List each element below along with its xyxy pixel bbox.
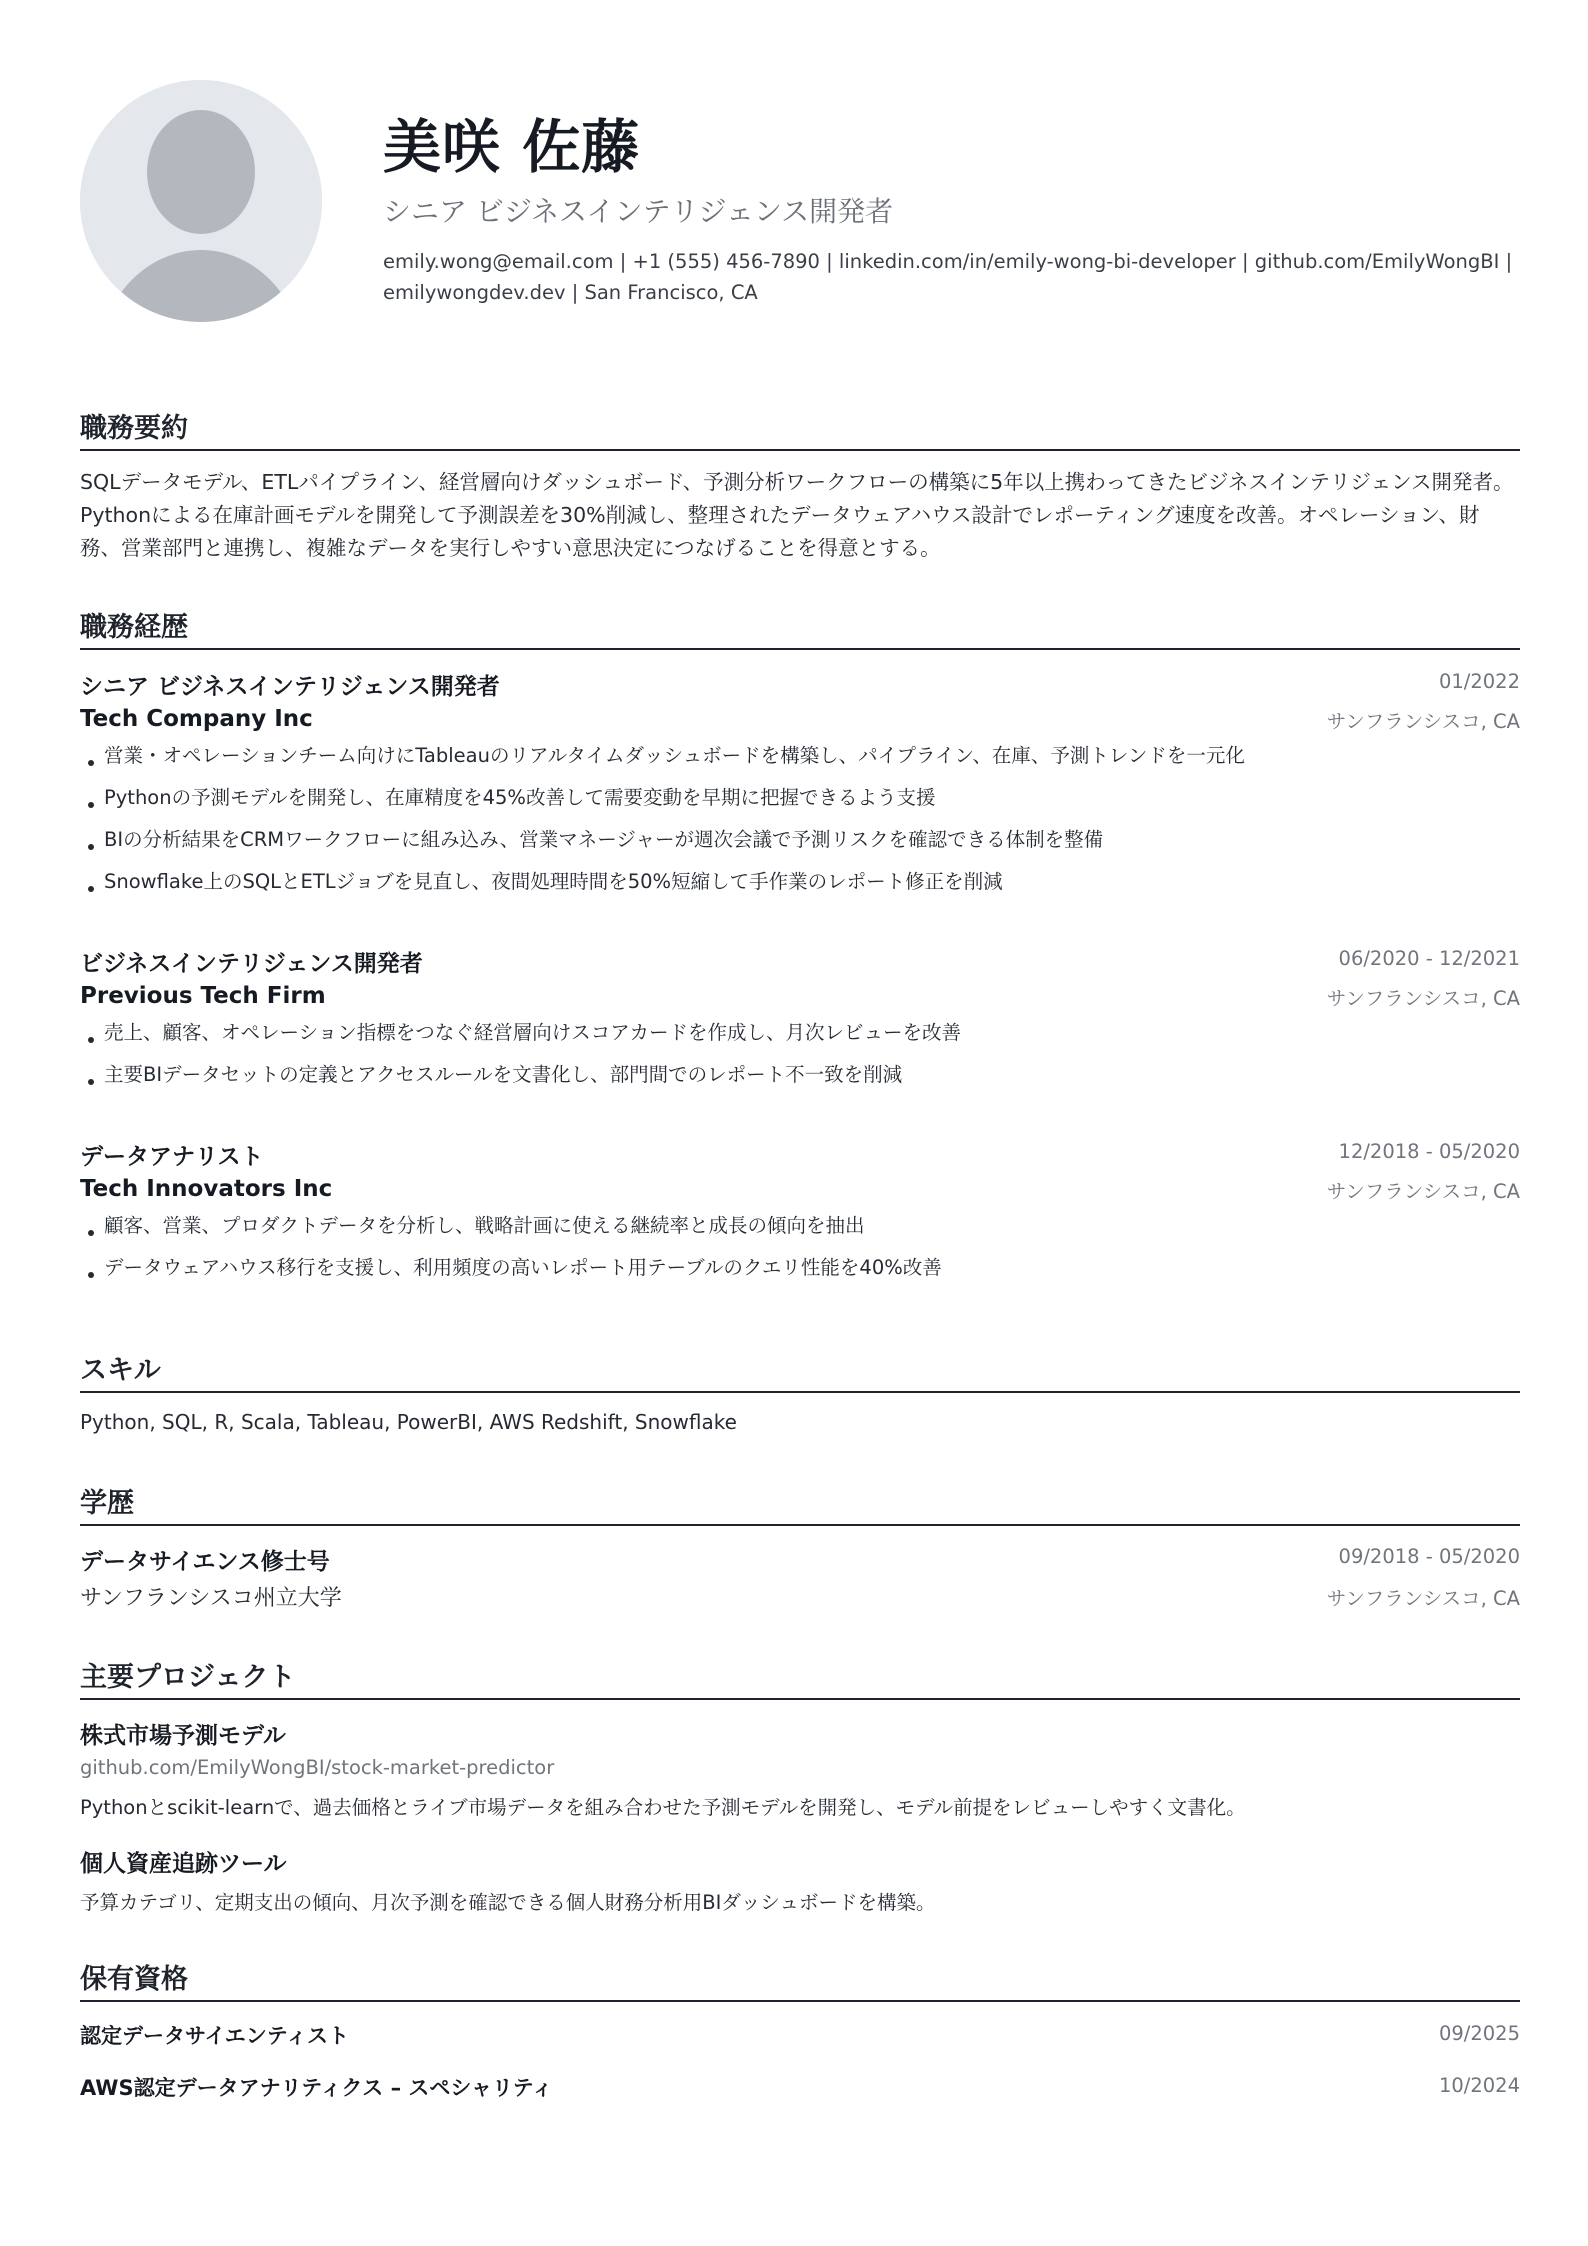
- job-bullets: [80, 740, 1500, 908]
- job-date: 06/2020 - 12/2021: [1338, 947, 1520, 970]
- education-location: サンフランシスコ, CA: [1326, 1587, 1520, 1610]
- list-item: Snowflake上のSQLとETLジョブを見直し、夜間処理時間を50%短縮して手作業のレポート修正を削減: [80, 866, 1500, 908]
- list-item: Pythonの予測モデルを開発し、在庫精度を45%改善して需要変動を早期に把握できるよう支援: [80, 782, 1500, 824]
- candidate-role: シニア ビジネスインテリジェンス開発者: [383, 195, 894, 228]
- job-title: シニア ビジネスインテリジェンス開発者: [80, 674, 500, 700]
- job-title: データアナリスト: [80, 1144, 264, 1170]
- list-item: BIの分析結果をCRMワークフローに組み込み、営業マネージャーが週次会議で予測リスクを確認できる体制を整備: [80, 824, 1500, 866]
- project-description: 予算カテゴリ、定期支出の傾向、月次予測を確認できる個人財務分析用BIダッシュボードを構築。: [80, 1891, 936, 1914]
- candidate-name: 美咲 佐藤: [383, 113, 641, 181]
- job-company: Tech Company Inc: [80, 706, 313, 732]
- person-placeholder-icon: [80, 80, 322, 322]
- certification-name: 認定データサイエンティスト: [80, 2024, 350, 2048]
- job-bullets: [80, 1210, 1500, 1294]
- job-company: Tech Innovators Inc: [80, 1176, 333, 1202]
- section-divider: [80, 2000, 1520, 2002]
- certification-name: AWS認定データアナリティクス – スペシャリティ: [80, 2076, 553, 2100]
- summary-text: SQLデータモデル、ETLパイプライン、経営層向けダッシュボード、予測分析ワークフローの構築に5年以上携わってきたビジネスインテリジェンス開発者。Pythonによる在庫計画モデルを開発して予測誤差を30%削減し、整理されたデータウェアハウス設計でレポーティング速度を改善。オペレーション、財務、営業部門と連携し、複雑なデータを実行しやすい意思決定につなげることを得意とする。: [80, 470, 1514, 560]
- section-divider: [80, 648, 1520, 650]
- project-link[interactable]: github.com/EmilyWongBI/stock-market-predictor: [80, 1756, 555, 1779]
- certification-date: 10/2024: [1438, 2074, 1520, 2097]
- section-title-skills: スキル: [80, 1355, 161, 1386]
- certification-date: 09/2025: [1438, 2022, 1520, 2045]
- job-date: 12/2018 - 05/2020: [1338, 1140, 1520, 1163]
- job-title: ビジネスインテリジェンス開発者: [80, 951, 423, 977]
- list-item: 売上、顧客、オペレーション指標をつなぐ経営層向けスコアカードを作成し、月次レビューを改善: [80, 1017, 1500, 1059]
- skills-list: Python, SQL, R, Scala, Tableau, PowerBI, AWS Redshift, Snowflake: [80, 1410, 737, 1434]
- job-bullets: [80, 1017, 1500, 1101]
- project-title: 株式市場予測モデル: [80, 1723, 286, 1749]
- project-title: 個人資産追跡ツール: [80, 1851, 287, 1877]
- project-description: Pythonとscikit-learnで、過去価格とライブ市場データを組み合わせた予測モデルを開発し、モデル前提をレビューしやすく文書化。: [80, 1796, 1246, 1819]
- education-date: 09/2018 - 05/2020: [1338, 1545, 1520, 1568]
- education-degree: データサイエンス修士号: [80, 1549, 330, 1575]
- job-date: 01/2022: [1438, 670, 1520, 693]
- education-school: サンフランシスコ州立大学: [80, 1586, 342, 1611]
- job-location: サンフランシスコ, CA: [1326, 987, 1520, 1010]
- section-divider: [80, 1391, 1520, 1393]
- list-item: データウェアハウス移行を支援し、利用頻度の高いレポート用テーブルのクエリ性能を40%改善: [80, 1252, 1500, 1294]
- contact-info: emily.wong@email.com | +1 (555) 456-7890 | linkedin.com/in/emily-wong-bi-developer | github.com/EmilyWongBI | emilywongdev.dev | San Francisco, CA: [383, 250, 1513, 304]
- job-company: Previous Tech Firm: [80, 983, 326, 1009]
- list-item: 主要BIデータセットの定義とアクセスルールを文書化し、部門間でのレポート不一致を削減: [80, 1059, 1500, 1101]
- section-title-certifications: 保有資格: [80, 1964, 188, 1995]
- avatar: [80, 80, 322, 322]
- section-title-projects: 主要プロジェクト: [80, 1662, 296, 1693]
- section-title-experience: 職務経歴: [80, 612, 188, 643]
- section-divider: [80, 1698, 1520, 1700]
- section-title-education: 学歴: [80, 1488, 134, 1519]
- section-title-summary: 職務要約: [80, 413, 188, 444]
- section-divider: [80, 1524, 1520, 1526]
- list-item: 営業・オペレーションチーム向けにTableauのリアルタイムダッシュボードを構築し、パイプライン、在庫、予測トレンドを一元化: [80, 740, 1500, 782]
- job-location: サンフランシスコ, CA: [1326, 710, 1520, 733]
- list-item: 顧客、営業、プロダクトデータを分析し、戦略計画に使える継続率と成長の傾向を抽出: [80, 1210, 1500, 1252]
- section-divider: [80, 449, 1520, 451]
- job-location: サンフランシスコ, CA: [1326, 1180, 1520, 1203]
